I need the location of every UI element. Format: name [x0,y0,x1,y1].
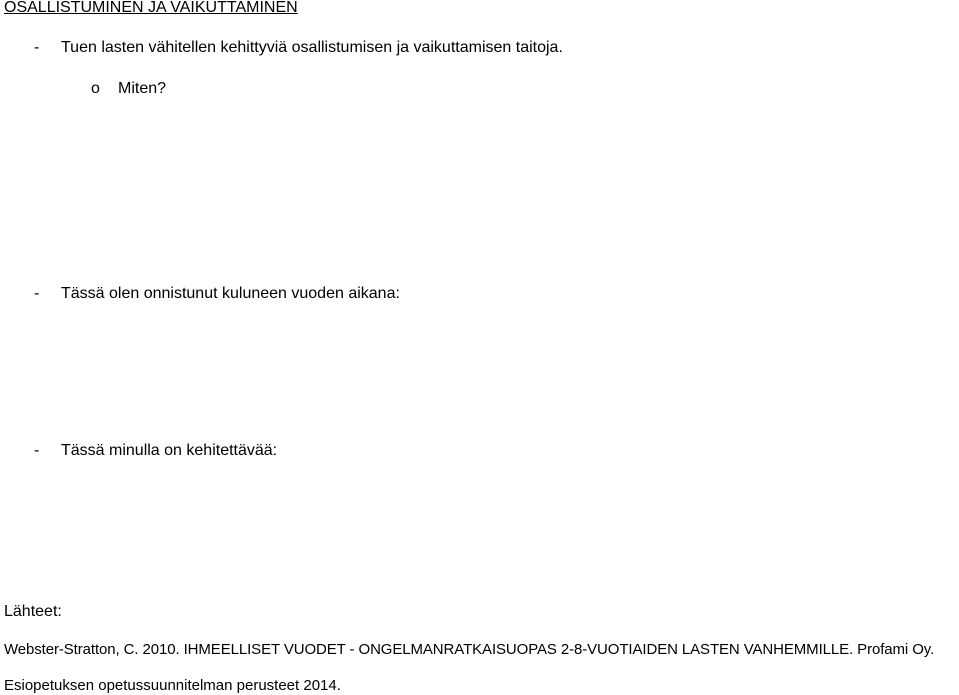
list-bullet-dash: - [34,442,40,459]
source-reference: Webster-Stratton, C. 2010. IHMEELLISET VUODET - ONGELMANRATKAISUOPAS 2-8-VUOTIAIDEN LASTEN VANHEMMILLE. Profami Oy. [4,641,935,658]
list-item-to-develop: Tässä minulla on kehitettävää: [61,442,278,459]
list-item-succeeded: Tässä olen onnistunut kuluneen vuoden aikana: [61,285,400,302]
list-item-skills: Tuen lasten vähitellen kehittyviä osallistumisen ja vaikuttamisen taitoja. [61,39,563,56]
list-bullet-circle: o [91,80,100,97]
source-reference: Esiopetuksen opetussuunnitelman perusteet 2014. [4,677,341,694]
list-bullet-dash: - [34,285,40,302]
list-item-how: Miten? [118,80,167,97]
sources-label: Lähteet: [4,603,62,620]
list-bullet-dash: - [34,39,40,56]
section-heading: OSALLISTUMINEN JA VAIKUTTAMINEN [4,0,298,16]
